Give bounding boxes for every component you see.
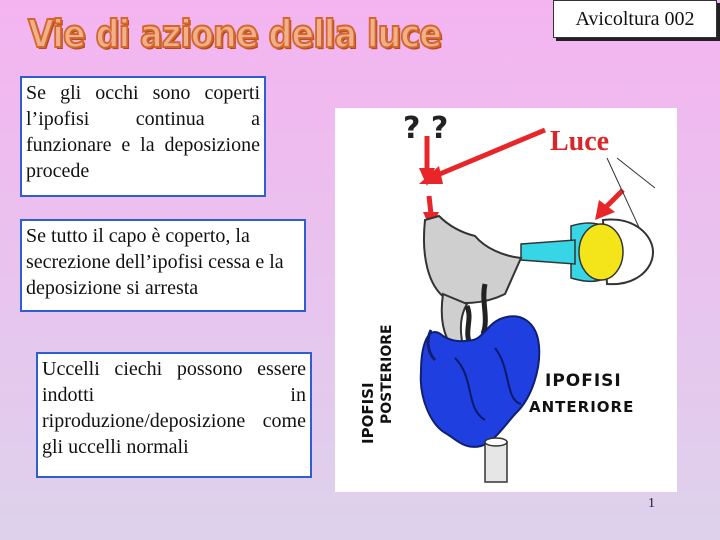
- anterior-label-2: ANTERIORE: [529, 398, 635, 416]
- anterior-pituitary-lobe: [421, 316, 539, 447]
- light-arrow-brain: [435, 130, 545, 176]
- pituitary-illustration: [335, 108, 677, 492]
- anterior-label-1: IPOFISI: [545, 371, 622, 391]
- text-box-head-covered: Se tutto il capo è coperto, la secrezione dell’ipofisi cessa e la deposizione si arresta: [20, 219, 306, 312]
- pituitary-diagram: [335, 108, 677, 492]
- light-arrow-eye: [605, 190, 623, 208]
- slide-title: Vie di azione della luce: [28, 12, 442, 56]
- posterior-label-2: POSTERIORE: [379, 324, 395, 424]
- page-number: 1: [648, 496, 655, 511]
- light-arrow-down-2: [429, 196, 431, 214]
- small-tube-icon: [485, 438, 507, 482]
- eye-icon: [521, 219, 653, 284]
- text-box-eyes-covered: Se gli occhi sono coperti l’ipofisi continua a funzionare e la deposizione procede: [20, 76, 266, 197]
- course-badge: Avicoltura 002: [553, 0, 717, 38]
- posterior-label-1: IPOFISI: [359, 382, 377, 444]
- question-marks-label: ? ?: [403, 111, 449, 146]
- light-label: Luce: [550, 126, 610, 157]
- text-box-blind-birds: Uccelli ciechi possono essere indotti in riproduzione/deposizione come gli uccelli normali: [36, 352, 312, 478]
